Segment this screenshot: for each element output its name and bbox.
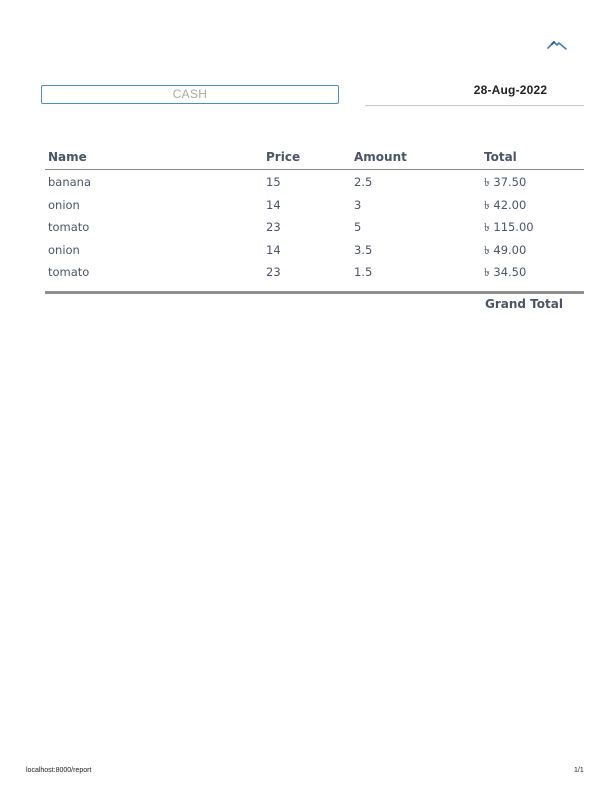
cell-total: ৳ 49.00 [484, 242, 527, 257]
column-header-amount: Amount [354, 150, 407, 164]
cell-total: ৳ 34.50 [484, 265, 527, 279]
table-row [45, 238, 584, 261]
cell-price: 23 [266, 220, 281, 234]
table-row [45, 193, 584, 216]
cell-price: 14 [266, 197, 281, 212]
table-row [45, 215, 584, 238]
grand-total-label: Grand Total [485, 297, 563, 311]
cell-price: 14 [266, 242, 281, 257]
cell-amount: 5 [354, 220, 362, 234]
cell-name: onion [48, 197, 80, 212]
column-header-name: Name [48, 150, 87, 164]
column-header-price: Price [266, 150, 301, 164]
cell-total: ৳ 115.00 [484, 220, 534, 234]
cell-amount: 3.5 [354, 242, 373, 257]
items-table [45, 147, 584, 283]
table-row [45, 170, 584, 193]
cell-name: onion [48, 242, 80, 257]
table-header [45, 147, 584, 170]
cell-name: tomato [48, 220, 90, 234]
cell-amount: 2.5 [354, 175, 373, 189]
report-date: 28-Aug-2022 [365, 82, 584, 106]
cell-total: ৳ 37.50 [484, 175, 527, 189]
logo-icon [546, 38, 568, 52]
cell-amount: 1.5 [354, 265, 373, 279]
cell-price: 23 [266, 265, 281, 279]
cell-total: ৳ 42.00 [484, 197, 527, 212]
column-header-total: Total [484, 150, 517, 164]
cell-amount: 3 [354, 197, 362, 212]
payment-method-field[interactable]: CASH [41, 85, 339, 104]
cell-name: tomato [48, 265, 90, 279]
cell-name: banana [48, 175, 92, 189]
footer-url: localhost:8000/report [26, 767, 92, 774]
table-row [45, 260, 584, 283]
cell-price: 15 [266, 175, 281, 189]
table-footer-divider [45, 291, 584, 294]
footer-page-number: 1/1 [574, 767, 584, 774]
